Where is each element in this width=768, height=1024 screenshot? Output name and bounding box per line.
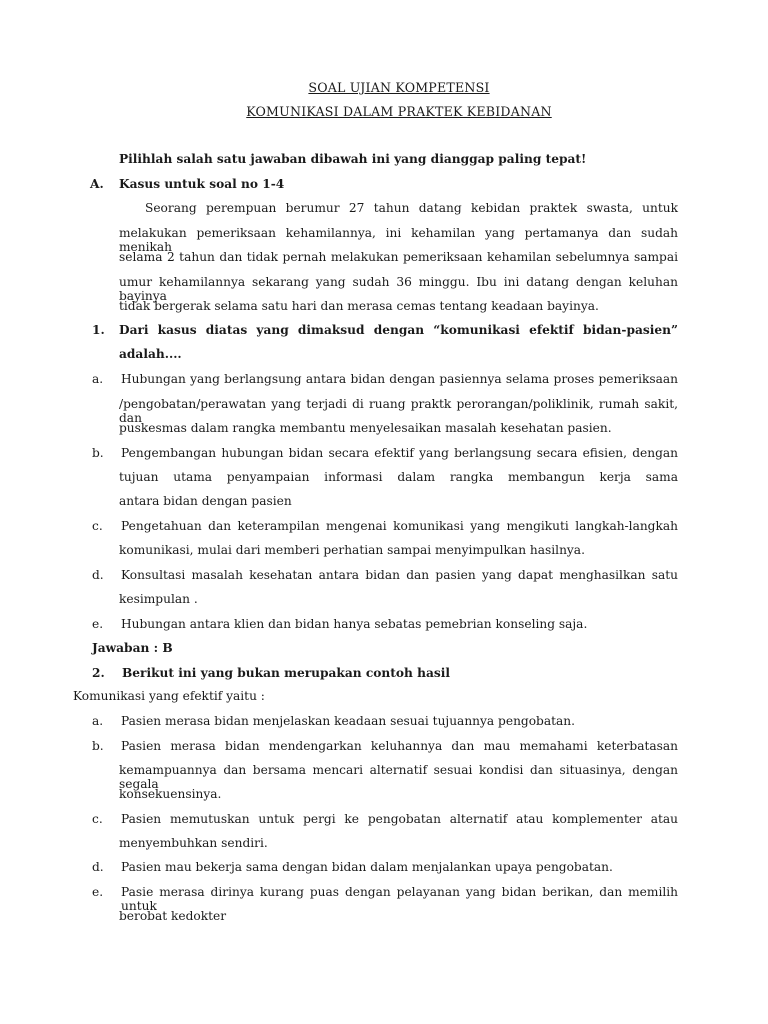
instruction: Pilihlah salah satu jawaban dibawah ini yang dianggap paling tepat!: [119, 152, 587, 166]
q2-option-a-letter: a.: [92, 714, 104, 728]
q2-option-e-letter: e.: [92, 885, 104, 899]
q1-option-b-line: Pengembangan hubungan bidan secara efektif yang berlangsung secara efisien, dengan: [121, 446, 678, 460]
q2-option-b-line: Pasien merasa bidan mendengarkan keluhannya dan mau memahami keterbatasan: [121, 739, 678, 753]
q2-option-d-line: Pasien mau bekerja sama dengan bidan dalam menjalankan upaya pengobatan.: [121, 860, 613, 874]
question-2-text: Berikut ini yang bukan merupakan contoh hasil: [122, 666, 451, 680]
q1-option-c-line: Pengetahuan dan keterampilan mengenai komunikasi yang mengikuti langkah-langkah: [121, 519, 678, 533]
q1-option-e-letter: e.: [92, 617, 104, 631]
q1-option-e-line: Hubungan antara klien dan bidan hanya sebatas pemebrian konseling saja.: [121, 617, 588, 631]
case-line-2: melakukan pemeriksaan kehamilannya, ini kehamilan yang pertamanya dan sudah menikah: [119, 226, 678, 254]
question-1-text: Dari kasus diatas yang dimaksud dengan “komunikasi efektif bidan-pasien”: [119, 323, 678, 337]
section-a-heading: Kasus untuk soal no 1-4: [119, 177, 285, 191]
q2-option-e-line: Pasie merasa dirinya kurang puas dengan pelayanan yang bidan berikan, dan memilih untuk: [121, 885, 678, 913]
q1-option-d-line: Konsultasi masalah kesehatan antara bidan dan pasien yang dapat menghasilkan satu: [121, 568, 678, 582]
q2-option-d-letter: d.: [92, 860, 104, 874]
q1-option-a-line: Hubungan yang berlangsung antara bidan dengan pasiennya selama proses pemeriksaan: [121, 372, 678, 386]
document-title: SOAL UJIAN KOMPETENSI: [308, 80, 490, 95]
case-line-5: tidak bergerak selama satu hari dan merasa cemas tentang keadaan bayinya.: [119, 299, 599, 313]
q1-option-d-line: kesimpulan .: [119, 592, 198, 606]
q1-option-c-line: komunikasi, mulai dari memberi perhatian sampai menyimpulkan hasilnya.: [119, 543, 585, 557]
section-a-marker: A.: [90, 177, 104, 191]
q2-option-c-letter: c.: [92, 812, 103, 826]
case-line-1: Seorang perempuan berumur 27 tahun datang kebidan praktek swasta, untuk: [145, 201, 678, 215]
q1-option-b-line: antara bidan dengan pasien: [119, 494, 292, 508]
q2-option-a-line: Pasien merasa bidan menjelaskan keadaan sesuai tujuannya pengobatan.: [121, 714, 576, 728]
q2-option-b-line: kemampuannya dan bersama mencari alternatif sesuai kondisi dan situasinya, dengan segala: [119, 763, 678, 791]
question-2-number: 2.: [92, 666, 105, 680]
question-2-text-cont: Komunikasi yang efektif yaitu :: [73, 689, 265, 703]
case-line-3: selama 2 tahun dan tidak pernah melakukan pemeriksaan kehamilan sebelumnya sampai: [119, 250, 678, 264]
q1-option-b-line: tujuan utama penyampaian informasi dalam rangka membangun kerja sama: [119, 470, 678, 484]
question-1-text-cont: adalah....: [119, 347, 182, 361]
q2-option-e-line: berobat kedokter: [119, 909, 227, 923]
document-subtitle: KOMUNIKASI DALAM PRAKTEK KEBIDANAN: [246, 104, 552, 119]
q2-option-b-letter: b.: [92, 739, 104, 753]
q1-option-d-letter: d.: [92, 568, 104, 582]
question-1-answer: Jawaban : B: [92, 641, 173, 655]
q1-option-a-line: puskesmas dalam rangka membantu menyelesaikan masalah kesehatan pasien.: [119, 421, 612, 435]
q2-option-b-line: konsekuensinya.: [119, 787, 222, 801]
q1-option-b-letter: b.: [92, 446, 104, 460]
q1-option-a-line: /pengobatan/perawatan yang terjadi di ruang praktk perorangan/poliklinik, rumah sakit, dan: [119, 397, 678, 425]
question-1-number: 1.: [92, 323, 105, 337]
q1-option-a-letter: a.: [92, 372, 104, 386]
q2-option-c-line: menyembuhkan sendiri.: [119, 836, 268, 850]
case-line-4: umur kehamilannya sekarang yang sudah 36 minggu. Ibu ini datang dengan keluhan bayinya: [119, 275, 678, 303]
q1-option-c-letter: c.: [92, 519, 103, 533]
q2-option-c-line: Pasien memutuskan untuk pergi ke pengobatan alternatif atau komplementer atau: [121, 812, 678, 826]
